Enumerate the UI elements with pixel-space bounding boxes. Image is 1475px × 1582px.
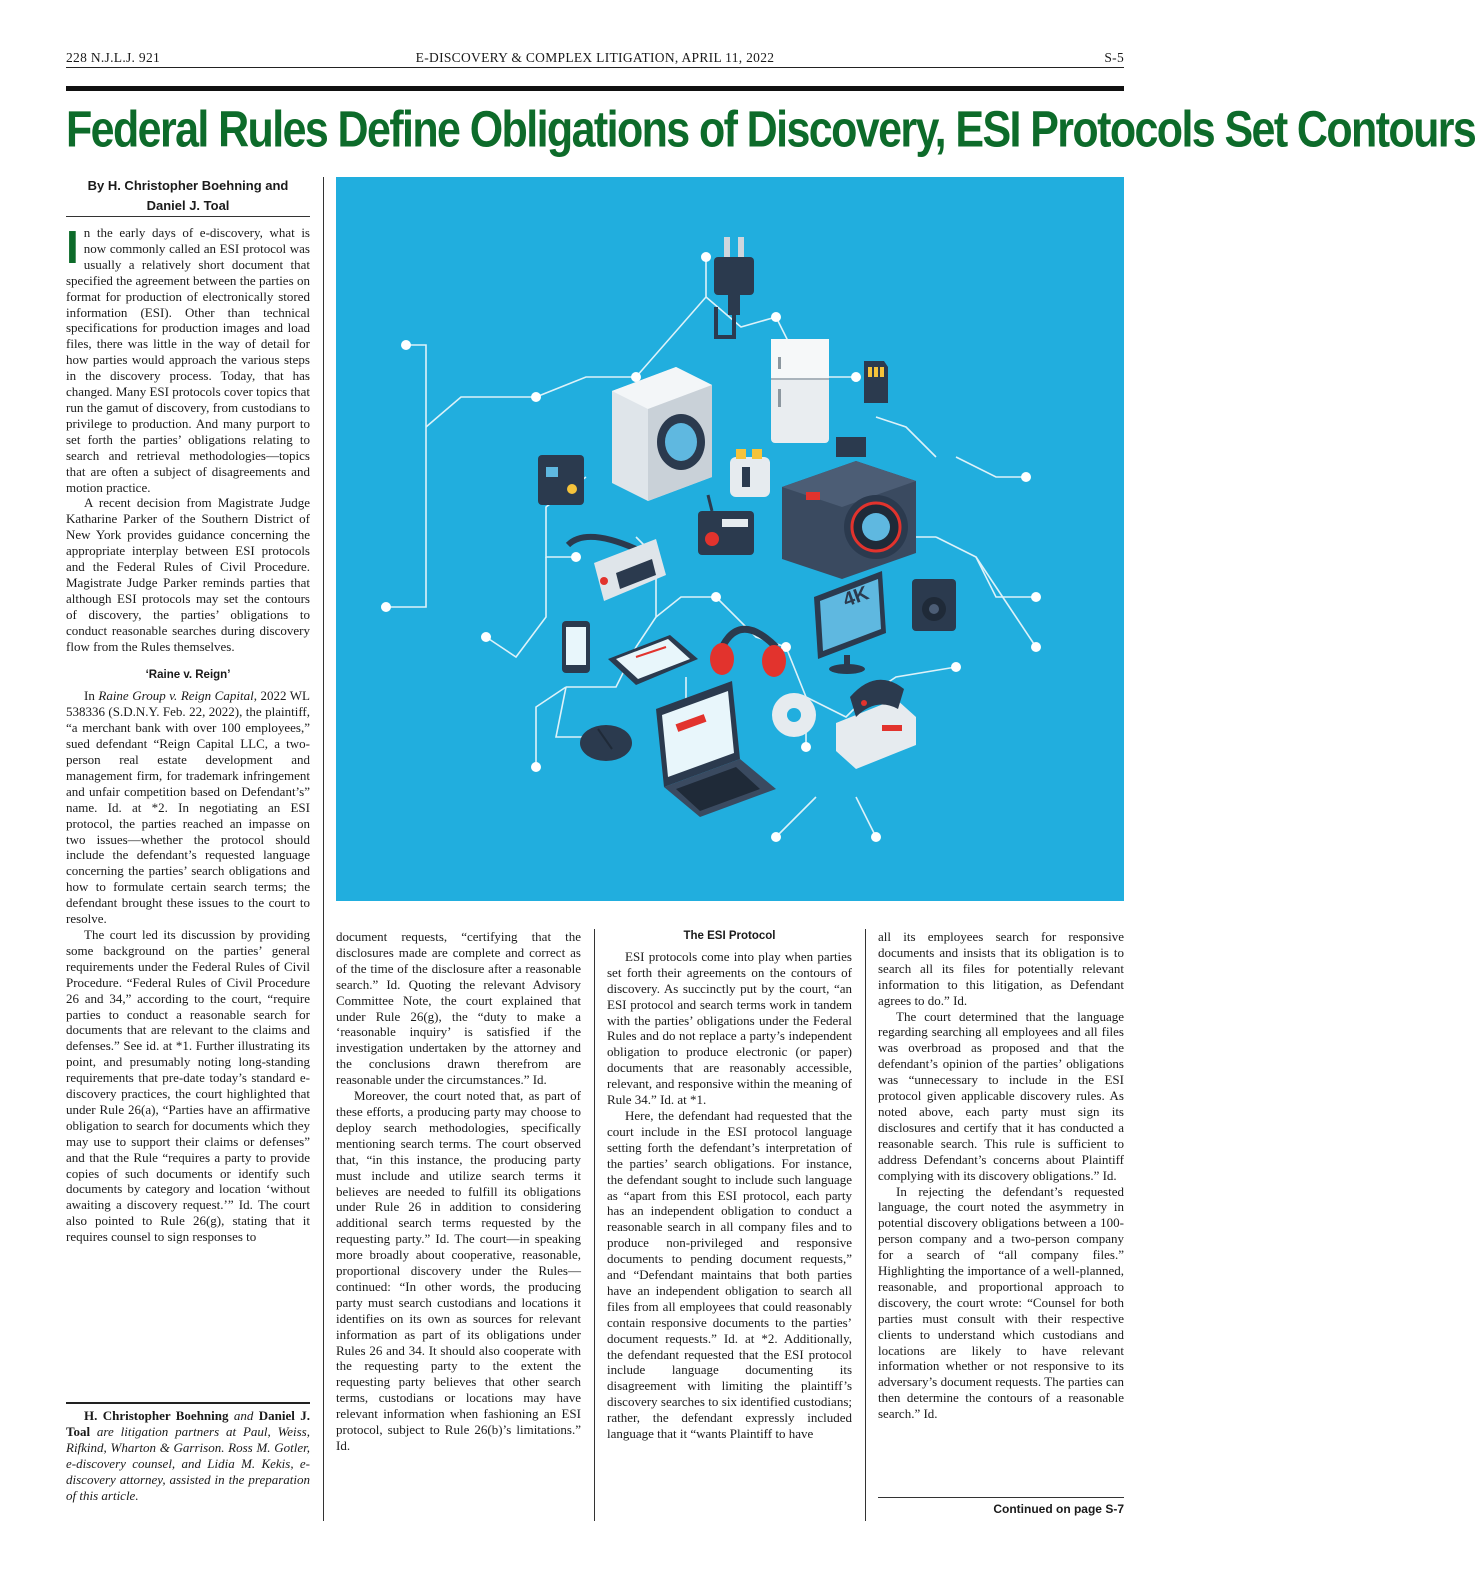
section-title: E-DISCOVERY & COMPLEX LITIGATION, APRIL 11, 2022 [415, 50, 775, 65]
disc-icon [772, 693, 816, 737]
col4-paragraph-1: all its employees search for responsive documents and insists that its obligation is to search all its files for potentially relevant information to this litigation, as Defendant agrees to do.” Id. [878, 929, 1124, 1008]
col2-paragraph-2: Moreover, the court noted that, as part of these efforts, a producing party may choose to deploy search methodologies, specifically mentioning search terms. The court observed that, “in this instance, the producing party must include and utilize search terms it believes are needed to fulfill its obligations under Rule 26 in addition to considering additional search terms requested by the requesting party.” Id. The court—in speaking more broadly about cooperative, reasonable, proportional discovery under the Rules—continued: “In other words, the producing party must search custodians and locations it identifies on its own as sources for relevant information as part of its obligations under Rules 26 and 34. It should also cooperate with the requesting party to the extent the requesting party believes that other search terms, custodians or locations may have relevant information when fashioning an ESI protocol, subject to Rule 26(b)’s limitations.” Id. [336, 1088, 581, 1453]
subhead-raine: ‘Raine v. Reign’ [145, 669, 231, 682]
laptop-icon [656, 681, 776, 817]
devices-network-svg [336, 177, 1124, 901]
intro-paragraph-2: A recent decision from Magistrate Judge Katharine Parker of the Southern District of New York provides guidance concerning the appropriate interplay between ESI protocols and the Federal Rules of Civil Procedure. Magistrate Judge Parker reminds parties that although ESI protocols may set the contours of discovery, the parties’ obligations to conduct reasonable searches during discovery flow from the Rules themselves. [66, 495, 310, 654]
page-number: S-5 [1104, 50, 1124, 65]
radio-icon [698, 495, 754, 555]
column-rule-3 [865, 929, 866, 1521]
header-rule [66, 86, 1124, 91]
mouse-icon [580, 725, 632, 761]
byline-rule [66, 216, 310, 217]
bio-rule [66, 1402, 310, 1404]
author-name-1: H. Christopher Boehning [84, 1408, 229, 1423]
camera-icon [782, 437, 916, 579]
toaster-icon [730, 449, 770, 497]
devices-illustration [336, 177, 1124, 901]
subhead-esi-protocol: The ESI Protocol [683, 930, 776, 942]
power-meter-icon [538, 455, 584, 505]
col2-paragraph-1: document requests, “certifying that the disclosures made are complete and correct as of the time of the disclosure after a reasonable search.” Id. Quoting the relevant Advisory Committee Note, the court explained that under Rule 26(g), the “duty to make a ‘reasonable inquiry’ is satisfied if the investigation undertaken by the attorney and the conclusions drawn therefrom are reasonable under the circumstances.” Id. [336, 929, 581, 1088]
speaker-icon [912, 579, 956, 631]
column-3 [607, 929, 852, 1529]
raine-paragraph-1: In Raine Group v. Reign Capital, 2022 WL 538336 (S.D.N.Y. Feb. 22, 2022), the plaintiff, “a merchant bank with over 100 employees,” sued defendant “Reign Capital LLC, a two-person real estate development and management firm, for trademark infringement and unfair competition based on Defendant’s” name. Id. at *2. In negotiating an ESI protocol, the parties reached an impasse on two issues—whether the protocol should include the defendant’s requested language concerning the parties’ search obligations and how to formulate certain search terms; the defendant brought these issues to the court to resolve. [66, 688, 311, 927]
byline-line-1: By H. Christopher Boehning and [87, 178, 289, 193]
game-console-icon [836, 680, 916, 769]
author-bio: H. Christopher Boehning and Daniel J. Toal are litigation partners at Paul, Weiss, Rifkind, Wharton & Garrison. Ross M. Gotler, e-discovery counsel, and Lidia M. Kekis, e-discovery attorney, assisted in the preparation of this article. [66, 1408, 310, 1503]
power-plug-icon [714, 237, 754, 337]
smartphone-icon [562, 621, 590, 673]
drop-cap: I [66, 221, 79, 273]
col3-paragraph-2: Here, the defendant had requested that the court include in the ESI protocol language setting forth the defendant’s interpretation of the parties’ search obligations. For instance, the defendant sought to include such language as “apart from this ESI protocol, each party has an independent obligation to conduct a reasonable search in all company files and to produce non-privileged and responsive documents to pending document requests,” and “Defendant maintains that both parties have an independent obligation to search all files from all employees that could reasonably contain responsive documents to the parties’ document requests.” Id. at *2. Additionally, the defendant requested that the ESI protocol include language documenting its disagreement with limiting the plaintiff’s discovery searches to six identified custodians; rather, the defendant expressly included language that it “wants Plaintiff to have [607, 1107, 852, 1442]
case-name: Raine Group v. Reign Capital [98, 688, 254, 704]
citation: 228 N.J.L.J. 921 [66, 50, 161, 65]
intro-paragraph-1: In the early days of e-discovery, what is now commonly called an ESI protocol was usually a relatively short document that specified the agreement between the parties on format for production of electronically stored information (ESI). Other than technical specifications for production images and load files, there was little in the way of detail for how parties would approach the various steps in the discovery process. Today, that has changed. Many ESI protocols cover topics that run the gamut of discovery, from custodians to privilege to production. And many purport to set forth the parties’ obligations relating to search and retrieval methodologies—topics that are often a subject of disagreements and motion practice. [66, 221, 310, 495]
col4-paragraph-3: In rejecting the defendant’s requested language, the court noted the asymmetry in potential discovery obligations between a 100-person company and a two-person company for a search of “all company files.” Highlighting the importance of a well-planned, reasonable, and proportional approach to discovery, the court wrote: “Counsel for both parties must consult with their respective clients to understand which custodians and locations are likely to have relevant information whether or not responsive to its adversary’s document requests. The parties can then determine the contours of a reasonable search.” Id. [878, 1183, 1124, 1422]
byline-line-2: Daniel J. Toal [146, 198, 230, 213]
byline [66, 176, 310, 216]
article-title: Federal Rules Define Obligations of Discovery, ESI Protocols Set Contours [66, 101, 1475, 159]
sd-card-icon [864, 361, 888, 403]
continued-note: Continued on page S-7 [993, 1502, 1124, 1516]
vr-headset-icon [568, 537, 666, 601]
headphones-icon [710, 629, 786, 677]
column-rule-1 [323, 177, 324, 1521]
column-2 [336, 929, 581, 1529]
column-4 [878, 929, 1124, 1494]
continued-rule [878, 1497, 1124, 1498]
refrigerator-icon [771, 339, 829, 443]
col3-paragraph-1: ESI protocols come into play when parties set forth their agreements on the contours of discovery. As succinctly put by the court, “an ESI protocol and search terms work in tandem with the parties’ obligations under the Federal Rules and do not replace a party’s independent obligation to produce electronic (or paper) documents that are reasonably accessible, relevant, and responsive within the meaning of Rule 34.” Id. at *1. [607, 948, 852, 1108]
col4-paragraph-2: The court determined that the language regarding searching all employees and all files was overbroad as proposed and that the defendant’s opinion of the parties’ obligations was “unnecessary to include in the ESI protocol given applicable discovery rules. As noted above, each party must sign its disclosures and certify that it has conducted a reasonable search. This rule is sufficient to address Defendant’s concerns about Plaintiff complying with its discovery obligations.” Id. [878, 1008, 1124, 1183]
tv-4k-label: 4K [840, 582, 872, 612]
column-rule-2 [594, 929, 595, 1521]
washing-machine-icon [612, 367, 712, 501]
running-head [66, 50, 1124, 68]
raine-paragraph-2: The court led its discussion by providing some background on the parties’ general requirements under the Federal Rules of Civil Procedure. “Federal Rules of Civil Procedure 26 and 34,” according to the court, “require parties to conduct a reasonable search for documents that are relevant to the claims and defenses.” See id. at *1. Further illustrating its point, and presumably noting long-standing requirements that pre-date today’s standard e-discovery practices, the court highlighted that under Rule 26(a), “Parties have an affirmative obligation to search for documents which they may use to support their claims or defenses” and that the Rule “requires a party to provide copies of such documents or identify such documents by category and location ‘without awaiting a discovery request.’” Id. The court also pointed to Rule 26(g), stating that it requires counsel to sign responses to [66, 926, 310, 1245]
column-1 [66, 221, 311, 1395]
author-name-2: Daniel J. Toal [66, 1408, 310, 1439]
tv-4k-icon [814, 571, 886, 674]
